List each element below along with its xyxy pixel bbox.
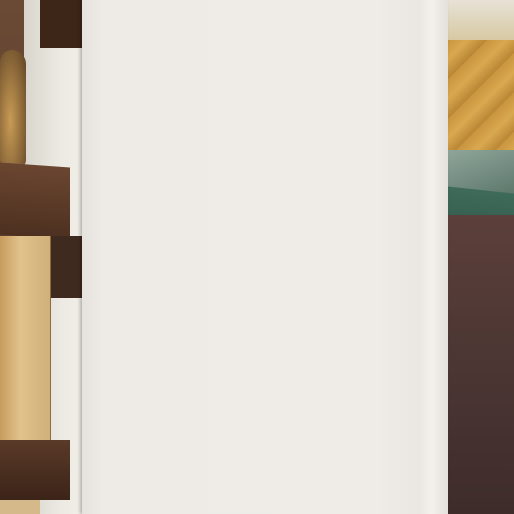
- figurine: [0, 50, 26, 168]
- book-spine: [0, 236, 51, 442]
- shelf-board-lower: [0, 440, 70, 500]
- white-panel-edge: [420, 0, 448, 514]
- shelf-board-upper: [0, 163, 70, 240]
- floor-light-area: [448, 0, 514, 40]
- white-panel: [82, 0, 448, 514]
- dark-surface: [448, 215, 514, 514]
- book-spine-lower: [0, 500, 40, 514]
- shelf-top-shadow: [40, 0, 82, 48]
